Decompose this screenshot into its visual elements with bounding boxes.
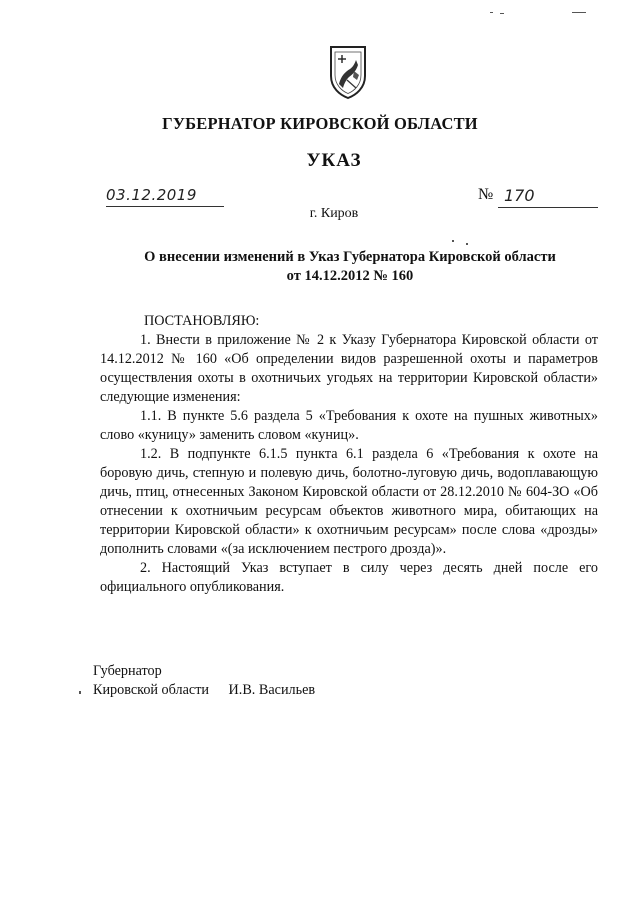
title-line-2: от 14.12.2012 № 160 [286, 268, 414, 284]
document-number: 170 [504, 186, 535, 205]
signer-position-line-2: Кировской области [93, 682, 209, 698]
number-sign: № [478, 186, 494, 203]
scan-speck [79, 691, 81, 694]
scan-speck [452, 240, 454, 242]
scan-speck [500, 13, 504, 14]
title-line-1: О внесении изменений в Указ Губернатора Кировской области [144, 249, 556, 265]
paragraph-1-1: 1.1. В пункте 5.6 раздела 5 «Требования к охоте на пушных животных» слово «куницу» заменить словом «куниц». [100, 408, 598, 443]
signer-name: И.В. Васильев [228, 682, 316, 698]
body-intro: ПОСТАНОВЛЯЮ: [144, 313, 260, 329]
document-date: 03.12.2019 [106, 186, 197, 204]
signature-block [93, 662, 315, 700]
issuing-authority: ГУБЕРНАТОР КИРОВСКОЙ ОБЛАСТИ [162, 114, 478, 133]
paragraph-2: 2. Настоящий Указ вступает в силу через десять дней после его официального опубликования. [100, 560, 598, 595]
scan-speck [490, 12, 493, 13]
document-type: УКАЗ [306, 150, 362, 171]
scan-speck [572, 12, 586, 13]
paragraph-1: 1. Внести в приложение № 2 к Указу Губернатора Кировской области от 14.12.2012 № 160 «Об определении видов разрешенной охоты и параметров осуществления охоты в охотничьих угодьях на территории Кировской области» следующие изменения: [100, 332, 598, 405]
signer-position-line-1: Губернатор [93, 663, 162, 679]
city: г. Киров [309, 206, 359, 221]
paragraph-1-2: 1.2. В подпункте 6.1.5 пункта 6.1 раздела 6 «Требования к охоте на боровую дичь, степную и полевую дичь, болотно-луговую дичь, водоплавающую дичь, птиц, отнесенных Законом Кировской области от 28.12.2010 № 604-ЗО «Об отнесении к охотничьим ресурсам объектов животного мира, обитающих на территории Кировской области» к охотничьим ресурсам» после слова «дрозды» дополнить словами «(за исключением пестрого дрозда)». [100, 446, 598, 557]
scan-speck [466, 243, 468, 245]
kirov-coat-of-arms-icon [325, 44, 371, 100]
document-body [100, 312, 598, 597]
document-title [100, 248, 600, 286]
